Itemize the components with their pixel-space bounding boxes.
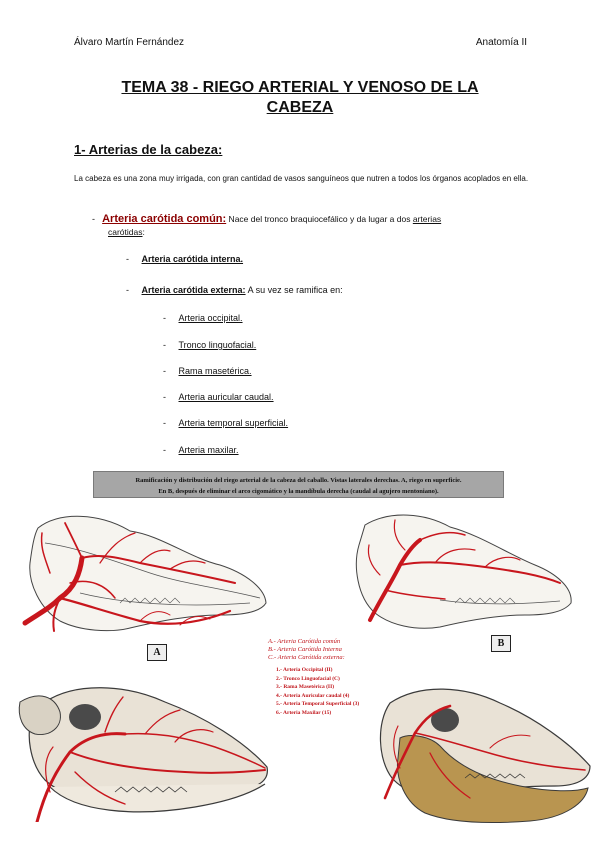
page-title	[60, 78, 540, 118]
carotid-external-label: Arteria carótida externa:	[141, 285, 246, 295]
figure-label-a: A	[147, 644, 167, 661]
carotid-external-desc: A su vez se ramifica en:	[245, 285, 343, 295]
branch-list-item	[163, 366, 252, 376]
section-heading: 1- Arterias de la cabeza:	[74, 142, 223, 157]
branch-list-item	[163, 313, 243, 323]
branch-label: Arteria occipital.	[178, 313, 243, 323]
title-line-2: CABEZA	[266, 99, 334, 116]
branch-list-item	[163, 418, 288, 428]
caption-line-2: En B, después de eliminar el arco cigomático y la mandíbula derecha (caudal al agujero mentoniano).	[158, 488, 439, 495]
legend-b: B.- Arteria Carótida Interna	[268, 646, 342, 653]
legend-item: 3.- Rama Masetérica (II)	[276, 684, 335, 690]
bullet: -	[163, 340, 166, 350]
caption-line-1: Ramificación y distribución del riego arterial de la cabeza del caballo. Vistas laterales derechas. A, riego en superficie.	[135, 477, 462, 484]
bullet: -	[163, 445, 166, 455]
horse-skull-illustration-right	[370, 678, 592, 828]
bullet: -	[163, 392, 166, 402]
carotid-link-carotidas: carótidas	[108, 227, 143, 237]
artery-legend	[268, 638, 359, 717]
bullet: -	[163, 366, 166, 376]
bullet: -	[126, 254, 129, 264]
carotid-external-item	[126, 285, 343, 295]
carotid-desc-end: :	[142, 227, 145, 237]
branch-label: Rama masetérica.	[178, 366, 252, 376]
legend-item: 2.- Tronco Linguofacial (C)	[276, 675, 340, 682]
legend-item: 5.- Arteria Temporal Superficial (3)	[276, 701, 360, 707]
figure-label-b: B	[491, 635, 511, 652]
legend-c: C.- Arteria Carótida externa:	[268, 654, 345, 661]
branch-label: Arteria auricular caudal.	[178, 392, 274, 402]
intro-paragraph: La cabeza es una zona muy irrigada, con gran cantidad de vasos sanguíneos que nutren a todos los órganos acoplados en ella.	[74, 174, 529, 183]
bullet: -	[163, 313, 166, 323]
carotid-common-label: Arteria carótida común:	[102, 213, 227, 225]
horse-head-diagram-b	[345, 505, 575, 640]
branch-list-item	[163, 445, 239, 455]
carotid-internal-item	[126, 254, 243, 264]
carotid-internal-label: Arteria carótida interna.	[141, 254, 244, 264]
branch-label: Tronco linguofacial.	[178, 340, 257, 350]
figure-caption	[93, 471, 504, 498]
carotid-link-arterias: arterias	[412, 214, 442, 224]
horse-skull-illustration-left	[15, 672, 275, 822]
branch-label: Arteria temporal superficial.	[178, 418, 289, 428]
title-line-1: TEMA 38 - RIEGO ARTERIAL Y VENOSO DE LA	[121, 79, 479, 96]
legend-item: 1.- Arteria Occipital (II)	[276, 667, 333, 673]
horse-head-diagram-a	[20, 503, 270, 648]
legend-item: 6.- Arteria Maxilar (15)	[276, 709, 332, 716]
course-name: Anatomía II	[475, 37, 527, 48]
bullet: -	[126, 285, 129, 295]
carotid-common-desc: Nace del tronco braquiocefálico y da lugar a dos	[226, 214, 413, 224]
bullet: -	[92, 214, 95, 224]
branch-list-item	[163, 340, 256, 350]
author-name: Álvaro Martín Fernández	[74, 37, 185, 48]
branch-list-item	[163, 392, 274, 402]
legend-a: A.- Arteria Carótida común	[268, 638, 341, 645]
carotid-common-item	[92, 213, 532, 239]
bullet: -	[163, 418, 166, 428]
legend-item: 4.- Arteria Auricular caudal (4)	[276, 692, 350, 699]
branch-label: Arteria maxilar.	[178, 445, 239, 455]
